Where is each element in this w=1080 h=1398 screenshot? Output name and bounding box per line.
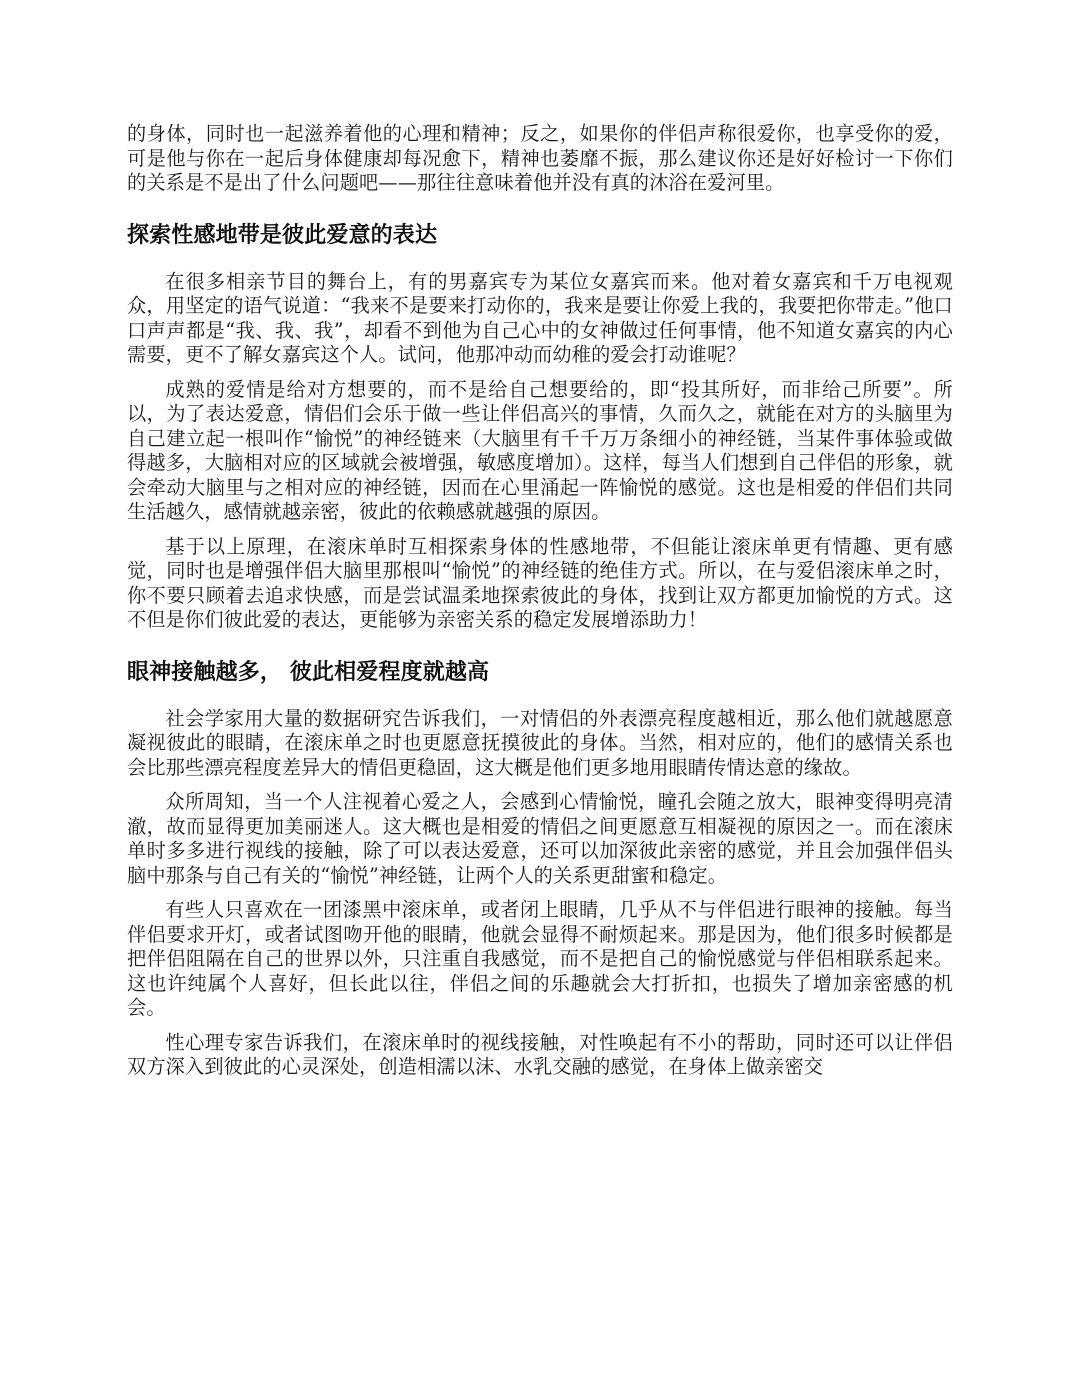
paragraph: 成熟的爱情是给对方想要的，而不是给自己想要给的，即“投其所好，而非给己所要”。所以，为了表达爱意，情侣们会乐于做一些让伴侣高兴的事情，久而久之，就能在对方的头脑里为自己建立起一根叫作“愉悦”的神经链来（大脑里有千千万万条细小的神经链，当某件事体验或做得越多，大脑相对应的区域就会被增强，敏感度增加）。这样，每当人们想到自己伴侣的形象，就会牵动大脑里与之相对应的神经链，因而在心里涌起一阵愉悦的感觉。这也是相爱的伴侣们共同生活越久，感情就越亲密，彼此的依赖感就越强的原因。	[127, 377, 953, 523]
paragraph: 性心理专家告诉我们，在滚床单时的视线接触，对性唤起有不小的帮助，同时还可以让伴侣双方深入到彼此的心灵深处，创造相濡以沫、水乳交融的感觉，在身体上做亲密交	[127, 1030, 953, 1078]
section-heading-erogenous-zones: 探索性感地带是彼此爱意的表达	[127, 222, 438, 248]
section-heading-eye-contact: 眼神接触越多， 彼此相爱程度就越高	[127, 659, 490, 685]
paragraph: 有些人只喜欢在一团漆黑中滚床单，或者闭上眼睛，几乎从不与伴侣进行眼神的接触。每当伴侣要求开灯，或者试图吻开他的眼睛，他就会显得不耐烦起来。那是因为，他们很多时候都是把伴侣阻隔在自己的世界以外，只注重自我感觉，而不是把自己的愉悦感觉与伴侣相联系起来。这也许纯属个人喜好，但长此以往，伴侣之间的乐趣就会大打折扣，也损失了增加亲密感的机会。	[127, 898, 953, 1019]
paragraph-continued: 的身体，同时也一起滋养着他的心理和精神；反之，如果你的伴侣声称很爱你，也享受你的爱，可是他与你在一起后身体健康却每况愈下，精神也萎靡不振，那么建议你还是好好检讨一下你们的关系是不是出了什么问题吧——那往往意味着他并没有真的沐浴在爱河里。	[127, 122, 953, 194]
document-page	[127, 122, 953, 1090]
paragraph: 众所周知，当一个人注视着心爱之人，会感到心情愉悦，瞳孔会随之放大，眼神变得明亮清澈，故而显得更加美丽迷人。这大概也是相爱的情侣之间更愿意互相凝视的原因之一。而在滚床单时多多进行视线的接触，除了可以表达爱意，还可以加深彼此亲密的感觉，并且会加强伴侣头脑中那条与自己有关的“愉悦”神经链，让两个人的关系更甜蜜和稳定。	[127, 790, 953, 887]
paragraph: 基于以上原理，在滚床单时互相探索身体的性感地带，不但能让滚床单更有情趣、更有感觉，同时也是增强伴侣大脑里那根叫“愉悦”的神经链的绝佳方式。所以，在与爱侣滚床单之时，你不要只顾着去追求快感，而是尝试温柔地探索彼此的身体，找到让双方都更加愉悦的方式。这不但是你们彼此爱的表达，更能够为亲密关系的稳定发展增添助力！	[127, 534, 953, 631]
paragraph: 社会学家用大量的数据研究告诉我们，一对情侣的外表漂亮程度越相近，那么他们就越愿意凝视彼此的眼睛，在滚床单之时也更愿意抚摸彼此的身体。当然，相对应的，他们的感情关系也会比那些漂亮程度差异大的情侣更稳固，这大概是他们更多地用眼睛传情达意的缘故。	[127, 706, 953, 779]
paragraph: 在很多相亲节目的舞台上，有的男嘉宾专为某位女嘉宾而来。他对着女嘉宾和千万电视观众，用坚定的语气说道：“我来不是要来打动你的，我来是要让你爱上我的，我要把你带走。”他口口声声都是“我、我、我”，却看不到他为自己心中的女神做过任何事情，他不知道女嘉宾的内心需要，更不了解女嘉宾这个人。试问，他那冲动而幼稚的爱会打动谁呢？	[127, 269, 953, 366]
